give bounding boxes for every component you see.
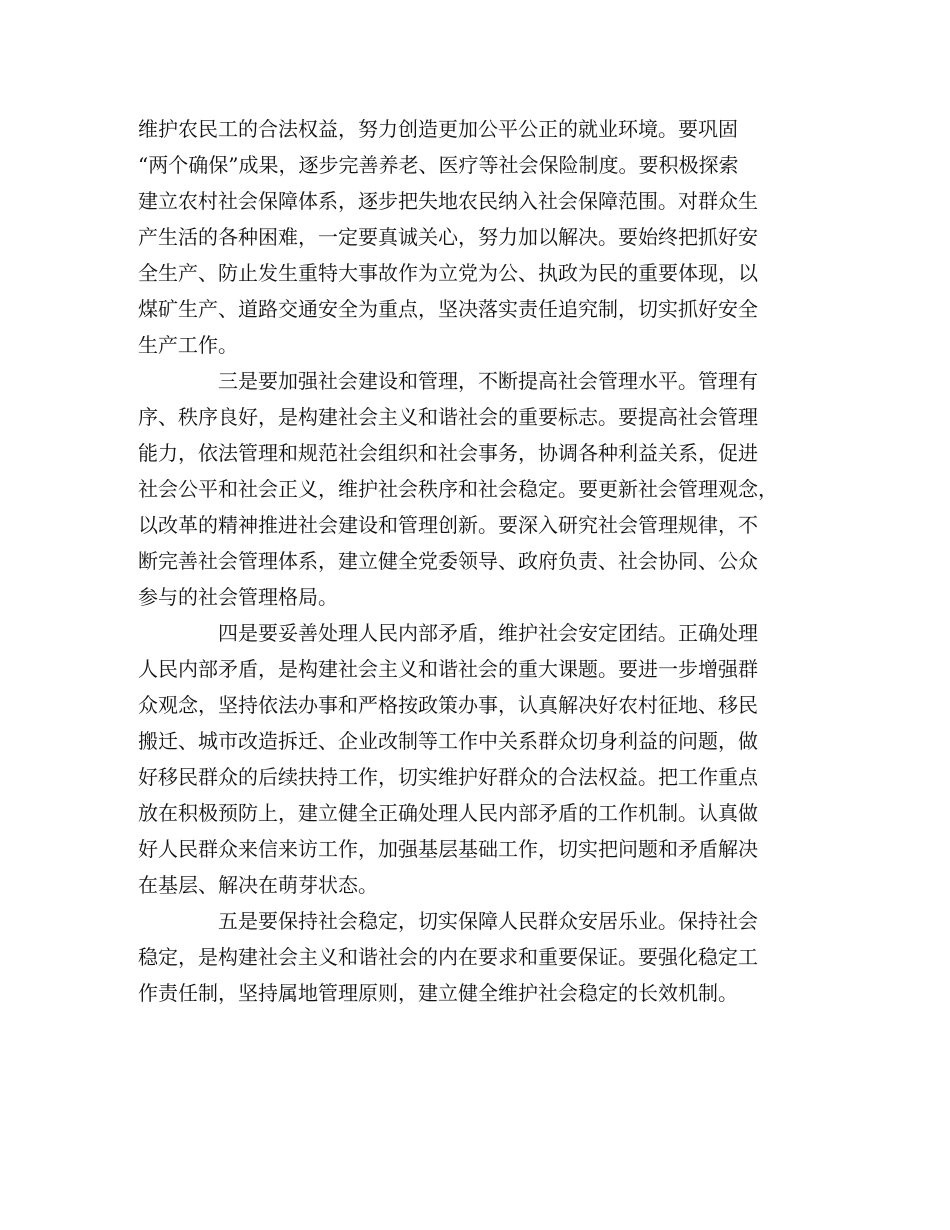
text-line: 好移民群众的后续扶持工作，切实维护好群众的合法权益。把工作重点: [138, 765, 758, 789]
text-line: 在基层、解决在萌芽状态。: [138, 873, 378, 897]
text-line: 维护农民工的合法权益，努力创造更加公平公正的就业环境。要巩固: [138, 117, 738, 141]
paragraph-3: [138, 615, 818, 903]
paragraph-1: [138, 111, 818, 363]
text-line-indented: 五是要保持社会稳定，切实保障人民群众安居乐业。保持社会: [218, 909, 758, 933]
text-line: 产生活的各种困难，一定要真诚关心，努力加以解决。要始终把抓好安: [138, 225, 758, 249]
text-line-indented: 三是要加强社会建设和管理，不断提高社会管理水平。管理有: [218, 369, 758, 393]
paragraph-4: [138, 903, 818, 1011]
text-line: 搬迁、城市改造拆迁、企业改制等工作中关系群众切身利益的问题，做: [138, 729, 758, 753]
text-line: 社会公平和社会正义，维护社会秩序和社会稳定。要更新社会管理观念，: [138, 477, 778, 501]
text-line: 煤矿生产、道路交通安全为重点，坚决落实责任追究制，切实抓好安全: [138, 297, 758, 321]
text-line: 稳定，是构建社会主义和谐社会的内在要求和重要保证。要强化稳定工: [138, 945, 758, 969]
text-line: 好人民群众来信来访工作，加强基层基础工作，切实把问题和矛盾解决: [138, 837, 758, 861]
text-line: 建立农村社会保障体系，逐步把失地农民纳入社会保障范围。对群众生: [138, 189, 758, 213]
text-line: 序、秩序良好，是构建社会主义和谐社会的重要标志。要提高社会管理: [138, 405, 758, 429]
text-line: “两个确保”成果，逐步完善养老、医疗等社会保险制度。要积极探索: [138, 153, 739, 177]
text-line: 能力，依法管理和规范社会组织和社会事务，协调各种利益关系，促进: [138, 441, 758, 465]
text-line-indented: 四是要妥善处理人民内部矛盾，维护社会安定团结。正确处理: [218, 621, 758, 645]
text-line: 放在积极预防上，建立健全正确处理人民内部矛盾的工作机制。认真做: [138, 801, 758, 825]
document-body: [138, 111, 818, 1011]
text-line: 生产工作。: [138, 333, 238, 357]
text-line: 参与的社会管理格局。: [138, 585, 338, 609]
text-line: 作责任制，坚持属地管理原则，建立健全维护社会稳定的长效机制。: [138, 981, 738, 1005]
paragraph-2: [138, 363, 818, 615]
text-line: 全生产、防止发生重特大事故作为立党为公、执政为民的重要体现，以: [138, 261, 758, 285]
text-line: 众观念，坚持依法办事和严格按政策办事，认真解决好农村征地、移民: [138, 693, 758, 717]
text-line: 人民内部矛盾，是构建社会主义和谐社会的重大课题。要进一步增强群: [138, 657, 758, 681]
text-line: 断完善社会管理体系，建立健全党委领导、政府负责、社会协同、公众: [138, 549, 758, 573]
text-line: 以改革的精神推进社会建设和管理创新。要深入研究社会管理规律，不: [138, 513, 758, 537]
